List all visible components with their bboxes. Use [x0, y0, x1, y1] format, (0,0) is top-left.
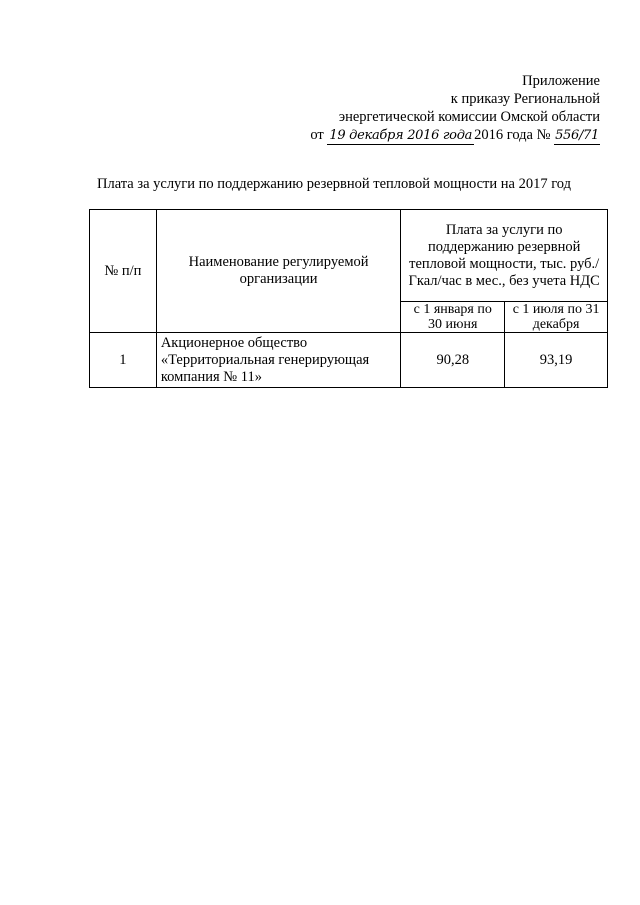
- handwritten-date: 19 декабря 2016 года: [329, 128, 473, 143]
- header-period-1: с 1 января по 30 июня: [401, 302, 505, 333]
- header-fee: Плата за услуги по поддержанию резервной тепловой мощности, тыс. руб./Гкал/час в мес., без учета НДС: [401, 210, 608, 302]
- appendix-label: Приложение: [522, 73, 600, 89]
- fee-table: [89, 209, 608, 388]
- ot-label: от: [310, 127, 324, 143]
- order-date-line: [310, 126, 600, 145]
- header-organization: Наименование регулируемой организации: [156, 210, 401, 333]
- row-organization: Акционерное общество «Территориальная генерирующая компания № 11»: [156, 333, 401, 388]
- handwritten-order-number: 556/71: [555, 128, 599, 143]
- appendix-header: [310, 72, 600, 145]
- header-num: № п/п: [90, 210, 157, 333]
- row-value-1: 90,28: [401, 333, 505, 388]
- row-num: 1: [90, 333, 157, 388]
- header-period-2: с 1 июля по 31 декабря: [505, 302, 608, 333]
- document-title: Плата за услуги по поддержанию резервной тепловой мощности на 2017 год: [97, 176, 572, 192]
- year-number-label: 2016 года №: [474, 127, 551, 143]
- table-header-row: [90, 210, 608, 302]
- row-value-2: 93,19: [505, 333, 608, 388]
- table-row: [90, 333, 608, 388]
- order-reference: к приказу Региональной: [450, 91, 600, 107]
- commission-name: энергетической комиссии Омской области: [338, 109, 600, 125]
